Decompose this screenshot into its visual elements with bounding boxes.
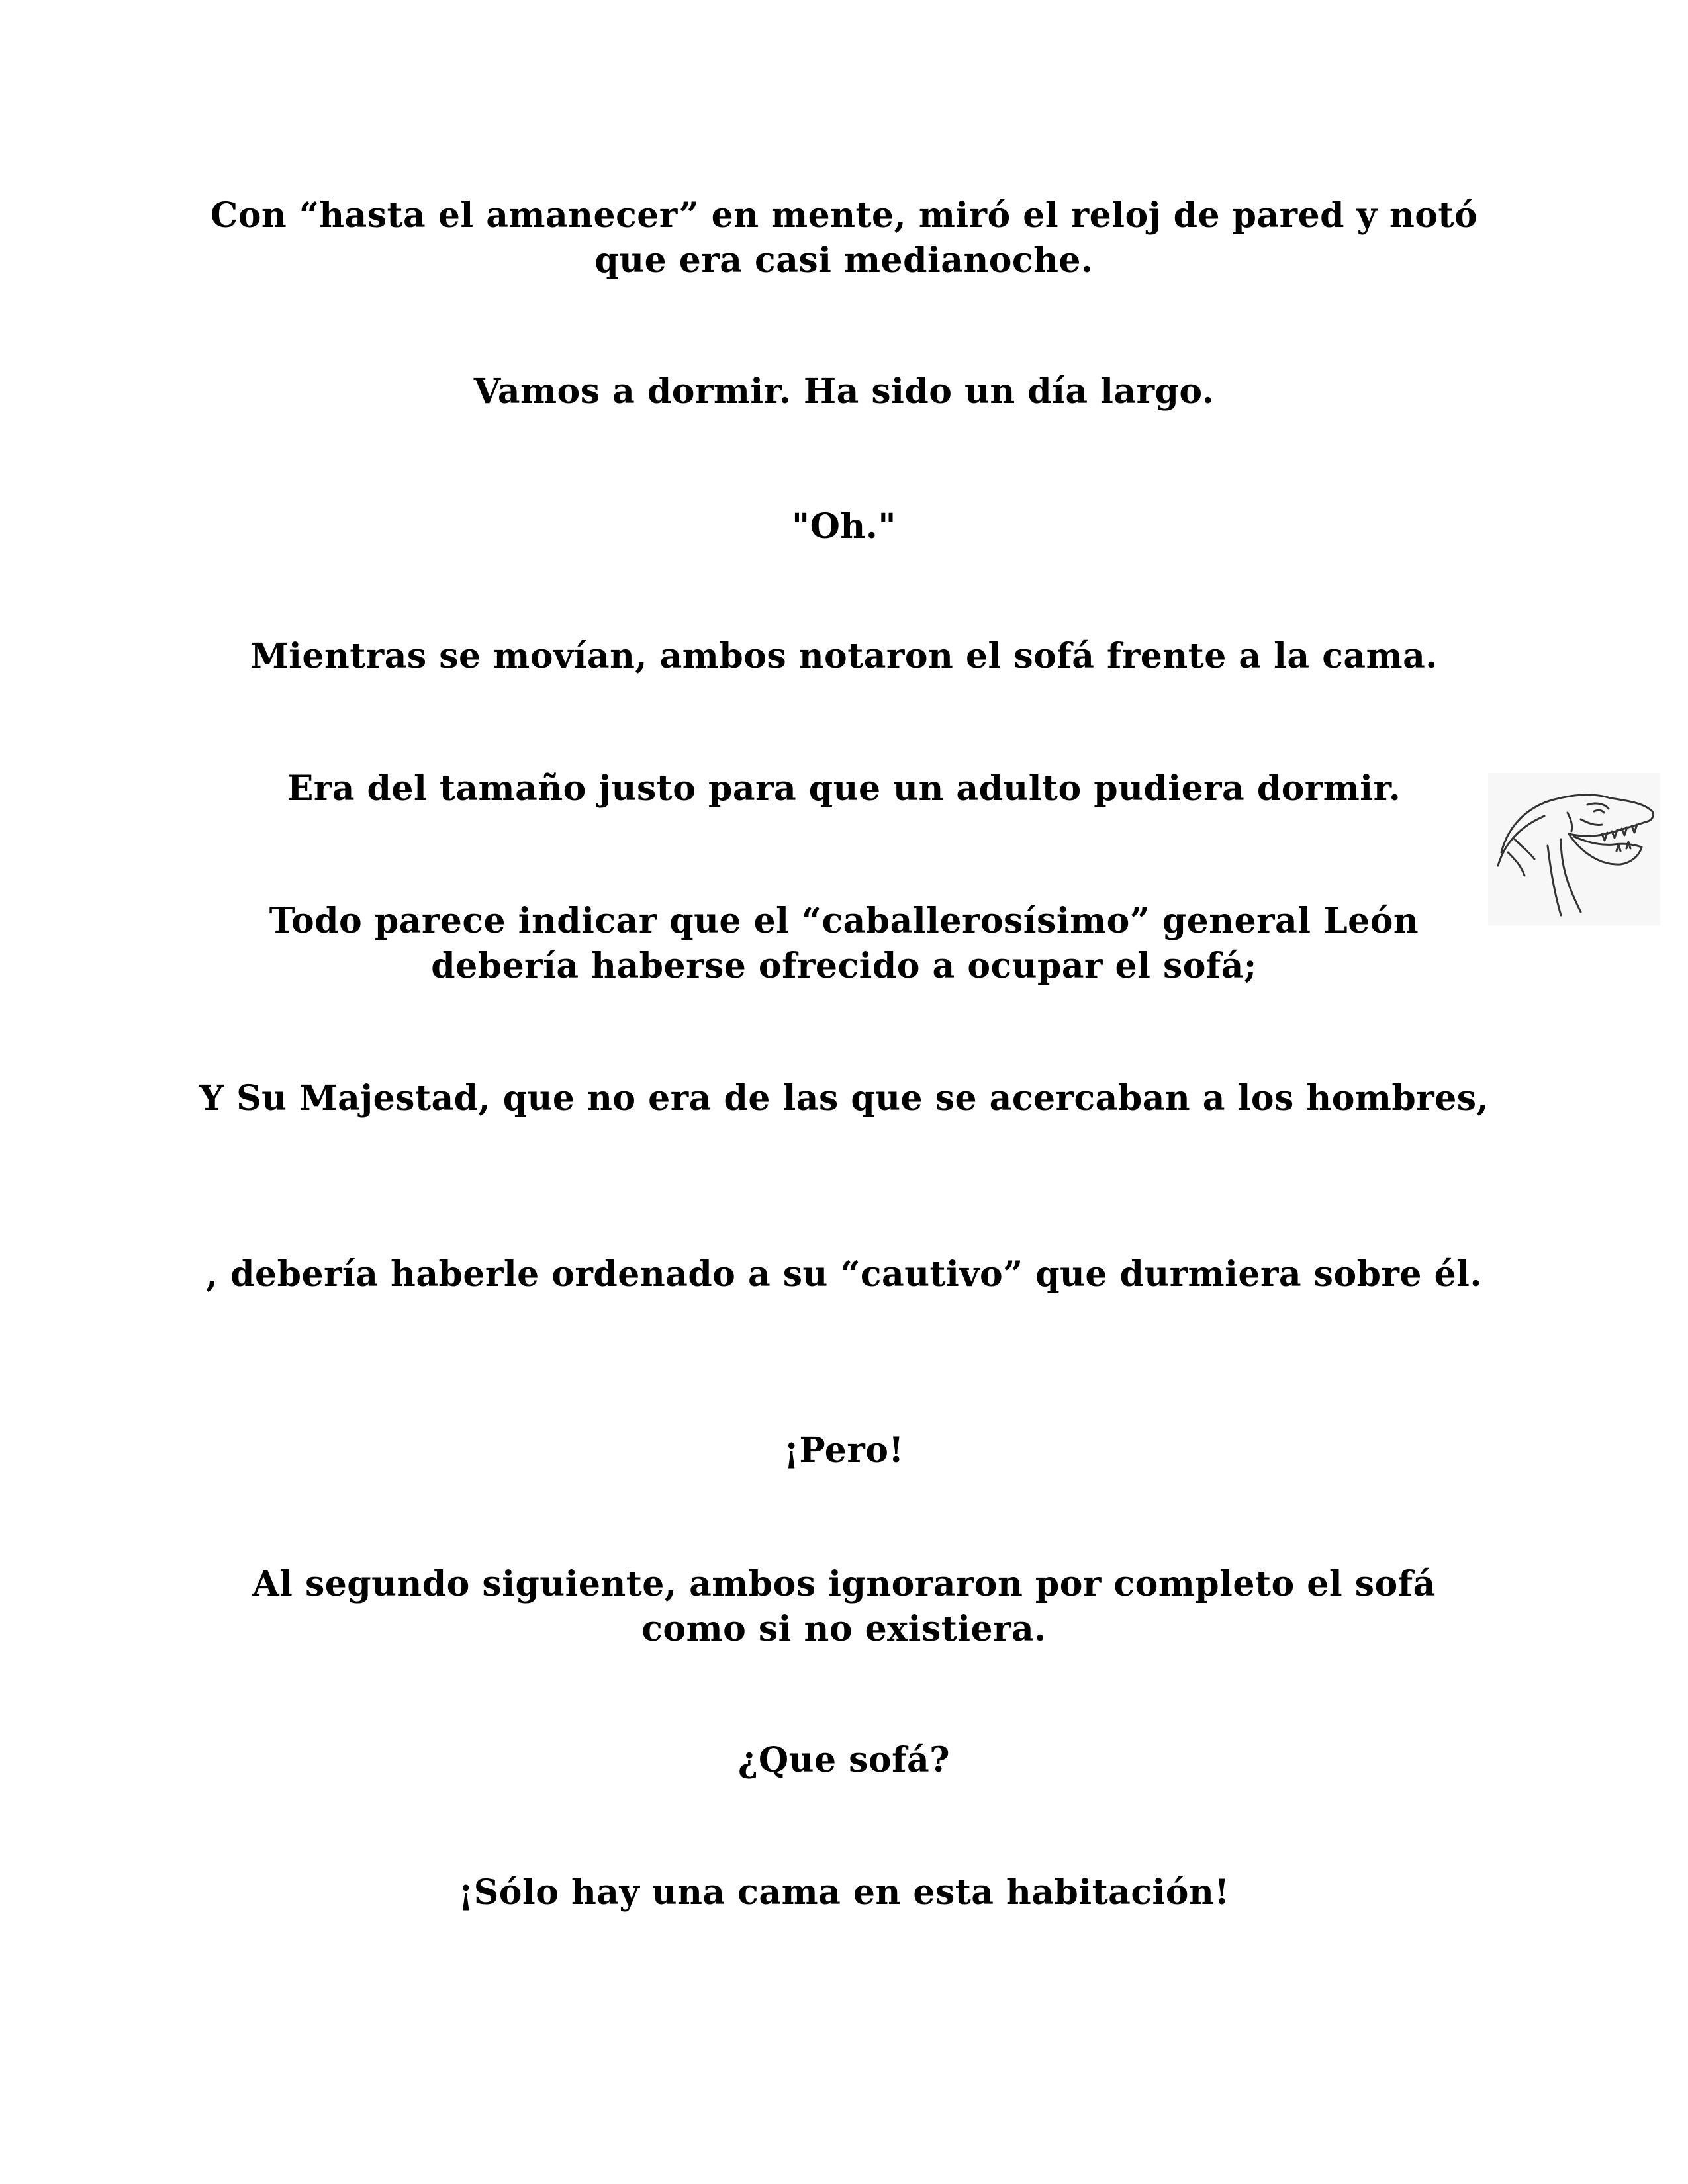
paragraph-11: ¿Que sofá?: [737, 1740, 951, 1780]
paragraph-5: Era del tamaño justo para que un adulto pudiera dormir.: [287, 768, 1401, 809]
paragraph-10: Al segundo siguiente, ambos ignoraron por completo el sofá como si no existiera.: [252, 1564, 1436, 1649]
paragraph-8: , debería haberle ordenado a su “cautivo” que durmiera sobre él.: [205, 1254, 1483, 1295]
paragraph-3: "Oh.": [792, 506, 896, 547]
paragraph-9: ¡Pero!: [784, 1430, 904, 1471]
paragraph-2: Vamos a dormir. Ha sido un día largo.: [473, 371, 1215, 412]
paragraph-6: Todo parece indicar que el “caballerosísimo” general León debería haberse ofrecido a ocupar el sofá;: [269, 901, 1419, 986]
dinosaur-head-sketch-icon: [1488, 773, 1660, 925]
paragraph-4: Mientras se movían, ambos notaron el sofá frente a la cama.: [250, 636, 1438, 676]
paragraph-1: Con “hasta el amanecer” en mente, miró el reloj de pared y notó que era casi medianoche.: [210, 195, 1478, 281]
paragraph-12: ¡Sólo hay una cama en esta habitación!: [458, 1872, 1230, 1913]
paragraph-7: Y Su Majestad, que no era de las que se acercaban a los hombres,: [199, 1078, 1489, 1118]
